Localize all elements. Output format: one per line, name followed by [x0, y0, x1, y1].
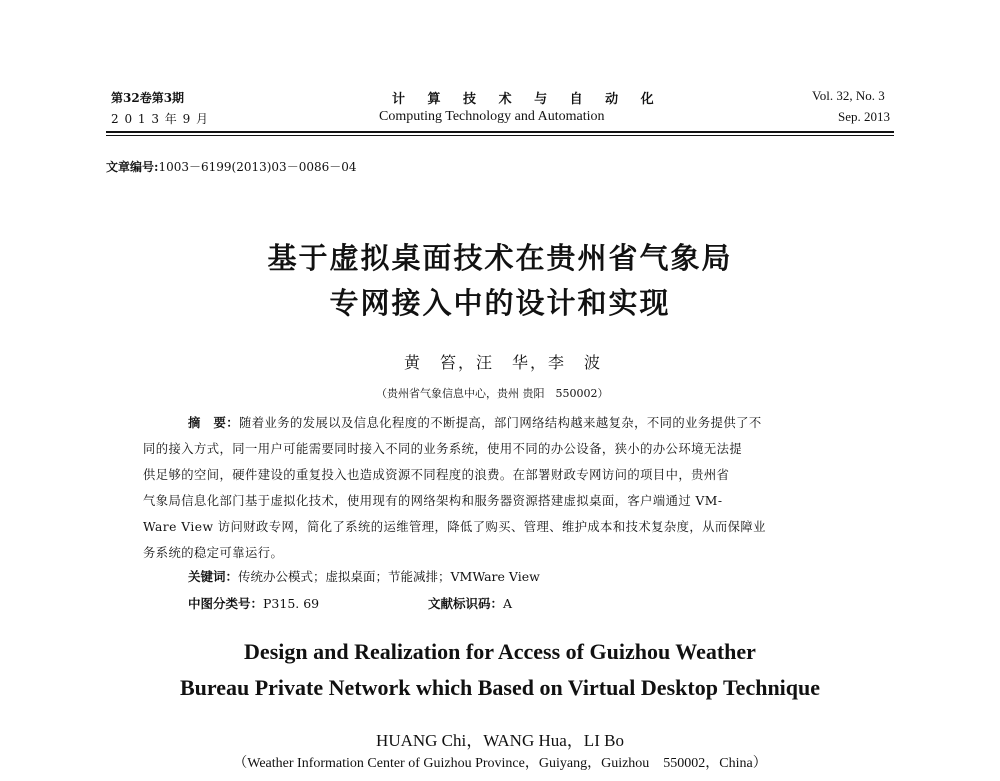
keywords-label: 关键词：	[188, 569, 239, 584]
journal-title-en: Computing Technology and Automation	[379, 109, 605, 124]
affiliation-cn: （贵州省气象信息中心，贵州 贵阳 550002）	[376, 387, 609, 400]
abstract-line-2: 同的接入方式，同一用户可能需要同时接入不同的业务系统，使用不同的办公设备，狭小的办公环境无法提	[143, 442, 743, 456]
classification	[188, 594, 319, 612]
abstract-line-4: 气象局信息化部门基于虚拟化技术，使用现有的网络架构和服务器资源搭建虚拟桌面，客户端通过 VM-	[143, 494, 723, 508]
classification-value: P315. 69	[263, 596, 320, 611]
title-en-line1: Design and Realization for Access of Guizhou Weather	[244, 639, 756, 664]
document-code-value: A	[503, 596, 513, 611]
header-rule-thick	[106, 131, 894, 133]
authors-en: HUANG Chi，WANG Hua，LI Bo	[376, 731, 624, 750]
header-rule-thin	[106, 135, 894, 136]
document-code-label: 文献标识码：	[428, 596, 504, 611]
title-cn-line1: 基于虚拟桌面技术在贵州省气象局	[267, 241, 733, 275]
title-cn-line2: 专网接入中的设计和实现	[329, 286, 671, 320]
article-number-label: 文章编号:	[106, 160, 159, 174]
article-number-value: 1003－6199(2013)03－0086－04	[158, 160, 357, 174]
volume-issue-en: Vol. 32, No. 3	[812, 88, 885, 103]
volume-issue-cn: 第32卷第3期	[111, 91, 185, 105]
classification-label: 中图分类号：	[188, 596, 264, 611]
abstract-text-1: 随着业务的发展以及信息化程度的不断提高，部门网络结构越来越复杂，不同的业务提供了不	[239, 416, 762, 430]
date-cn: 2 0 1 3 年 9 月	[111, 112, 210, 126]
abstract-line-6: 务系统的稳定可靠运行。	[143, 546, 284, 560]
article-number	[106, 158, 357, 175]
abstract-line-3: 供足够的空间，硬件建设的重复投入也造成资源不同程度的浪费。在部署财政专网访问的项目中，贵州省	[143, 468, 730, 482]
keywords	[188, 567, 540, 585]
date-en: Sep. 2013	[838, 109, 890, 124]
abstract-line-1	[188, 413, 762, 431]
journal-title-cn: 计 算 技 术 与 自 动 化	[392, 92, 663, 107]
affiliation-en: （Weather Information Center of Guizhou Province，Guiyang，Guizhou 550002，China）	[233, 756, 767, 771]
keywords-value: 传统办公模式；虚拟桌面；节能减排；VMWare View	[238, 569, 540, 584]
authors-cn: 黄 笞，汪 华，李 波	[404, 353, 603, 372]
abstract-label: 摘 要：	[188, 415, 239, 430]
title-en-line2: Bureau Private Network which Based on Virtual Desktop Technique	[179, 675, 821, 700]
document-code	[428, 594, 512, 612]
abstract-line-5: Ware View 访问财政专网，简化了系统的运维管理，降低了购买、管理、维护成本和技术复杂度，从而保障业	[143, 520, 766, 534]
